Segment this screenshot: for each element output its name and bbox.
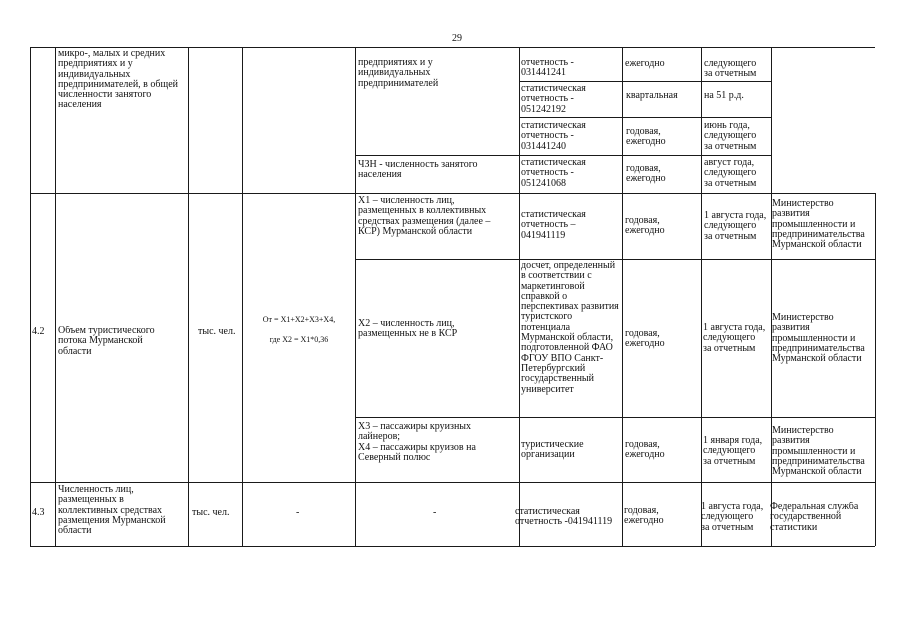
table-right-border [875,193,876,546]
row-divider [355,155,771,156]
cell-formula-line1: От = Х1+Х2+Х3+Х4, [262,315,336,324]
cell-formula-line2: где Х2 = Х1*0,36 [269,335,329,344]
cell-source: статистическая отчетность -041941119 [515,507,613,528]
column-divider [30,47,31,546]
column-divider [701,47,702,546]
row-divider [355,417,875,418]
cell-unit: тыс. чел. [198,327,236,337]
cell-unit: тыс. чел. [192,508,230,518]
cell-source: статистическая отчетность - 051242192 [521,84,586,115]
cell-period: ежегодно [625,59,665,69]
column-divider [242,47,243,546]
cell-row-number: 4.2 [32,327,45,337]
cell-term: июнь года, следующего за отчетным [704,121,757,152]
cell-responsible: Министерство развития промышленности и предпринимательства Мурманской области [772,426,865,478]
cell-row-number: 4.3 [32,508,45,518]
cell-source: туристические организации [521,440,584,461]
cell-period: квартальная [626,91,678,101]
cell-term: 1 августа года, следующего за отчетным [704,211,767,242]
cell-period: годовая, ежегодно [625,216,665,237]
table-bottom-border [30,546,875,547]
cell-source: статистическая отчетность – 041941119 [521,210,586,241]
cell-period: годовая, ежегодно [624,506,664,527]
cell-period: годовая, ежегодно [625,329,665,350]
cell-component: Х2 – численность лиц, размещенных не в КСР [358,319,458,340]
page-number: 29 [452,33,462,44]
cell-component: - [433,508,437,518]
cell-indicator: Объем туристического потока Мурманской области [58,326,155,357]
cell-term: следующего за отчетным [704,59,757,80]
cell-term: на 51 р.д. [704,91,744,101]
row-divider [30,482,875,483]
row-divider [30,193,875,194]
column-divider [55,47,56,546]
cell-period: годовая, ежегодно [626,164,666,185]
cell-responsible: Министерство развития промышленности и предпринимательства Мурманской области [772,199,865,251]
cell-responsible: Федеральная служба государственной статистики [770,502,859,533]
cell-period: годовая, ежегодно [626,127,666,148]
cell-term: 1 января года, следующего за отчетным [703,436,763,467]
table-top-border [30,47,875,48]
column-divider [188,47,189,546]
column-divider [622,47,623,546]
cell-term: август года, следующего за отчетным [704,158,757,189]
cell-component: предприятиях и у индивидуальных предпринимателей [358,58,439,89]
cell-period: годовая, ежегодно [625,440,665,461]
cell-indicator-cont: микро-, малых и средних предприятиях и у индивидуальных предпринимателей, в общей численности занятого населения [58,49,178,111]
cell-source: отчетность - 031441241 [521,58,574,79]
row-divider [519,81,771,82]
column-divider [355,47,356,546]
row-divider [519,117,771,118]
cell-indicator: Численность лиц, размещенных в коллективных средствах размещения Мурманской области [58,485,166,537]
cell-source: статистическая отчетность - 051241068 [521,158,586,189]
cell-responsible: Министерство развития промышленности и предпринимательства Мурманской области [772,313,865,365]
cell-term: 1 августа года, следующего за отчетным [701,502,764,533]
row-divider [355,259,875,260]
cell-term: 1 августа года, следующего за отчетным [703,323,766,354]
cell-component: Х1 – численность лиц, размещенных в коллективных средствах размещения (далее – КСР) Мурманской области [358,196,491,237]
cell-component: ЧЗН - численность занятого населения [358,160,478,181]
cell-source: статистическая отчетность - 031441240 [521,121,586,152]
cell-component: Х3 – пассажиры круизных лайнеров; Х4 – пассажиры круизов на Северный полюс [358,422,476,463]
cell-formula: - [296,508,300,518]
cell-source: досчет, определенный в соответствии с маркетинговой справкой о перспективах развития туристского потенциала Мурманской области, подготовленной ФАО ФГОУ ВПО Санкт- Петербургский государственный университет [521,261,619,395]
column-divider [519,47,520,546]
